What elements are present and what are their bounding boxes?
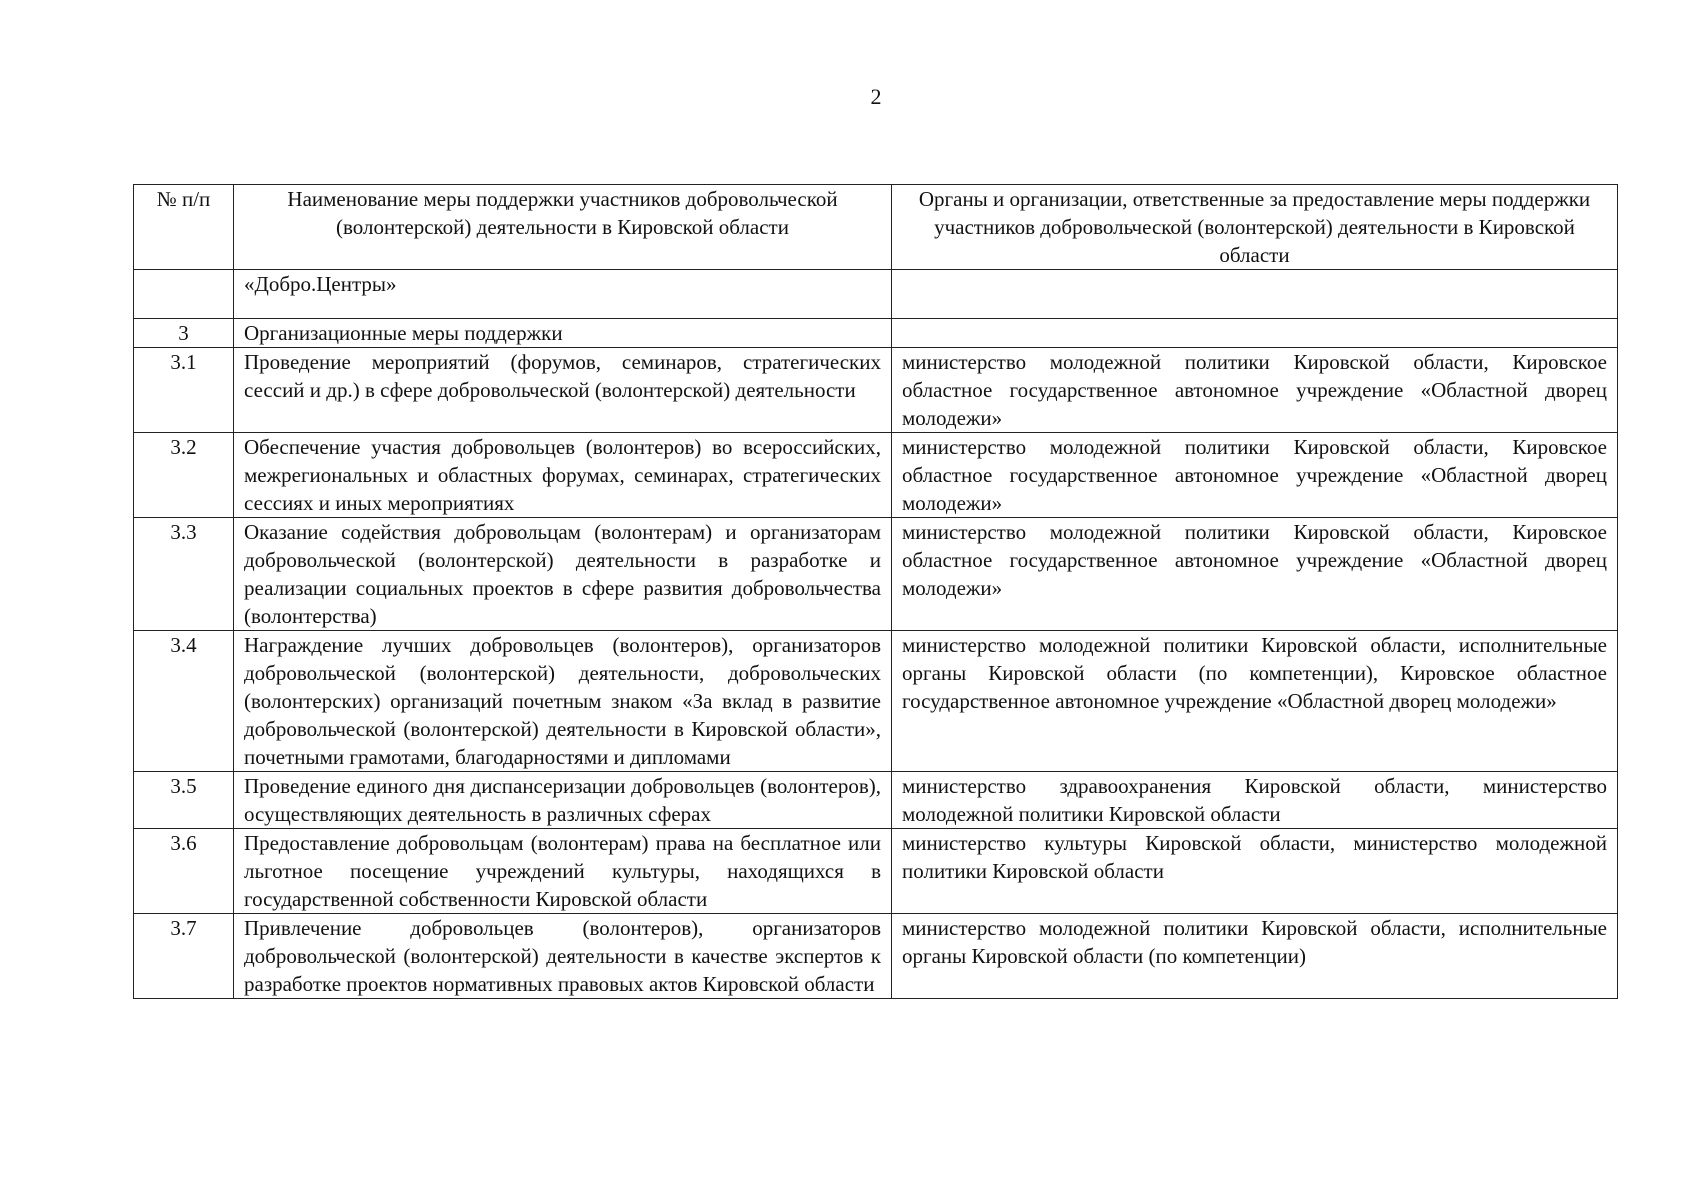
row-measure: Проведение мероприятий (форумов, семинаров, стратегических сессий и др.) в сфере добровольческой (волонтерской) деятельности (234, 348, 892, 433)
row-num: 3.6 (134, 829, 234, 914)
row-responsible: министерство молодежной политики Кировской области, Кировское областное государственное автономное учреждение «Областной дворец молодежи» (892, 348, 1618, 433)
row-num (134, 270, 234, 319)
table-row (134, 270, 1618, 319)
row-measure: «Добро.Центры» (234, 270, 892, 319)
support-measures-table (133, 184, 1618, 999)
row-responsible: министерство молодежной политики Кировской области, Кировское областное государственное автономное учреждение «Областной дворец молодежи» (892, 433, 1618, 518)
row-num: 3.5 (134, 772, 234, 829)
row-responsible: министерство молодежной политики Кировской области, исполнительные органы Кировской области (по компетенции), Кировское областное государственное автономное учреждение «Областной дворец молодежи» (892, 631, 1618, 772)
page-number: 2 (870, 84, 882, 109)
row-measure: Награждение лучших добровольцев (волонтеров), организаторов добровольческой (волонтерской) деятельности, добровольческих (волонтерских) организаций почетным знаком «За вклад в развитие добровольческой (волонтерской) деятельности в Кировской области», почетными грамотами, благодарностями и дипломами (234, 631, 892, 772)
row-measure: Обеспечение участия добровольцев (волонтеров) во всероссийских, межрегиональных и областных форумах, семинарах, стратегических сессиях и иных мероприятиях (234, 433, 892, 518)
header-name: Наименование меры поддержки участников добровольческой (волонтерской) деятельности в Кировской области (234, 185, 892, 270)
row-measure: Оказание содействия добровольцам (волонтерам) и организаторам добровольческой (волонтерской) деятельности в разработке и реализации социальных проектов в сфере развития добровольчества (волонтерства) (234, 518, 892, 631)
row-measure: Предоставление добровольцам (волонтерам) права на бесплатное или льготное посещение учреждений культуры, находящихся в государственной собственности Кировской области (234, 829, 892, 914)
table-row (134, 348, 1618, 433)
table-row (134, 518, 1618, 631)
table-row (134, 914, 1618, 999)
row-num: 3.7 (134, 914, 234, 999)
row-responsible (892, 270, 1618, 319)
row-num: 3.4 (134, 631, 234, 772)
row-responsible: министерство культуры Кировской области, министерство молодежной политики Кировской области (892, 829, 1618, 914)
table-row (134, 319, 1618, 348)
header-org: Органы и организации, ответственные за предоставление меры поддержки участников добровольческой (волонтерской) деятельности в Кировской области (892, 185, 1618, 270)
row-measure: Привлечение добровольцев (волонтеров), организаторов добровольческой (волонтерской) деятельности в качестве экспертов к разработке проектов нормативных правовых актов Кировской области (234, 914, 892, 999)
table-row (134, 631, 1618, 772)
row-num: 3.2 (134, 433, 234, 518)
row-responsible: министерство здравоохранения Кировской области, министерство молодежной политики Кировской области (892, 772, 1618, 829)
row-responsible: министерство молодежной политики Кировской области, исполнительные органы Кировской области (по компетенции) (892, 914, 1618, 999)
header-num: № п/п (134, 185, 234, 270)
row-num: 3.1 (134, 348, 234, 433)
table-row (134, 829, 1618, 914)
row-responsible: министерство молодежной политики Кировской области, Кировское областное государственное автономное учреждение «Областной дворец молодежи» (892, 518, 1618, 631)
row-num: 3 (134, 319, 234, 348)
row-num: 3.3 (134, 518, 234, 631)
row-measure: Проведение единого дня диспансеризации добровольцев (волонтеров), осуществляющих деятельность в различных сферах (234, 772, 892, 829)
row-measure: Организационные меры поддержки (234, 319, 892, 348)
table-header-row (134, 185, 1618, 270)
row-responsible (892, 319, 1618, 348)
table-row (134, 772, 1618, 829)
table-row (134, 433, 1618, 518)
